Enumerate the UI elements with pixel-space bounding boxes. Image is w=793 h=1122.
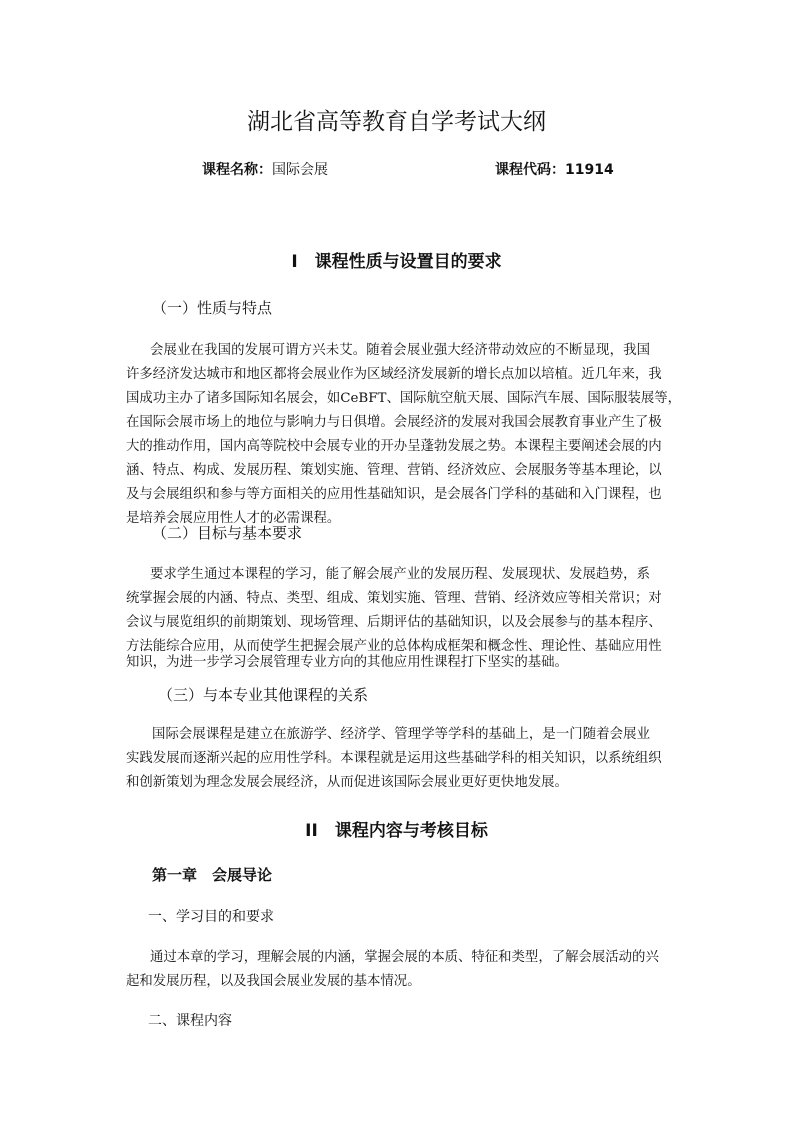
paragraph-line: 和创新策划为理念发展会展经济，从而促进该国际会展业更好更快地发展。: [126, 775, 568, 790]
subsection-heading: （二）目标与基本要求: [152, 524, 303, 542]
subsection-heading: （一）性质与特点: [152, 299, 273, 317]
paragraph-line: 起和发展历程，以及我国会展业发展的基本情况。: [126, 974, 421, 989]
paragraph-line: 在国际会展市场上的地位与影响力与日俱增。会展经济的发展对我国会展教育事业产生了极: [126, 415, 662, 430]
course-name-label: 课程名称：: [202, 162, 272, 178]
paragraph-line: 知识，为进一步学习会展管理专业方向的其他应用性课程打下坚实的基础。: [126, 655, 568, 670]
subsection-heading: 二、课程内容: [148, 1013, 232, 1029]
paragraph-line: 实践发展而逐渐兴起的应用性学科。本课程就是运用这些基础学科的相关知识，以系统组织: [126, 751, 662, 766]
subsection-heading: 一、学习目的和要求: [148, 909, 274, 925]
paragraph-line: 国成功主办了诸多国际知名展会，如CeBFT、国际航空航天展、国际汽车展、国际服装展等，: [126, 391, 682, 406]
paragraph-line: 国际会展课程是建立在旅游学、经济学、管理学等学科的基础上，是一门随着会展业: [152, 727, 650, 742]
paragraph-line: 通过本章的学习，理解会展的内涵，掌握会展的本质、特征和类型，了解会展活动的兴: [150, 950, 659, 965]
paragraph-line: 统掌握会展的内涵、特点、类型、组成、策划实施、管理、营销、经济效应等相关常识；对: [126, 591, 662, 606]
paragraph-line: 及与会展组织和参与等方面相关的应用性基础知识，是会展各门学科的基础和入门课程，也: [126, 487, 662, 502]
paragraph-line: 涵、特点、构成、发展历程、策划实施、管理、营销、经济效应、会展服务等基本理论，以: [126, 463, 662, 478]
course-code: [495, 159, 614, 179]
paragraph-line: 许多经济发达城市和地区都将会展业作为区域经济发展新的增长点加以培植。近几年来，我: [126, 367, 662, 382]
paragraph-line: 要求学生通过本课程的学习，能了解会展产业的发展历程、发展现状、发展趋势，系: [150, 567, 650, 582]
paragraph-line: 大的推动作用，国内高等院校中会展专业的开办呈蓬勃发展之势。本课程主要阐述会展的内: [126, 439, 662, 454]
paragraph-line: 会议与展览组织的前期策划、现场管理、后期评估的基础知识，以及会展参与的基本程序、: [126, 615, 662, 630]
course-code-value: 11914: [565, 162, 614, 178]
course-code-label: 课程代码：: [495, 162, 565, 178]
paragraph-line: 方法能综合应用，从而使学生把握会展产业的总体构成框架和概念性、理论性、基础应用性: [126, 639, 662, 654]
paragraph-line: 是培养会展应用性人才的必需课程。: [126, 511, 341, 526]
course-name-value: 国际会展: [272, 162, 328, 178]
paragraph-line: 会展业在我国的发展可谓方兴未艾。随着会展业强大经济带动效应的不断显现，我国: [150, 343, 650, 358]
course-name: [202, 159, 328, 179]
section-heading-2: II 课程内容与考核目标: [305, 821, 488, 841]
chapter-heading: 第一章 会展导论: [152, 866, 273, 884]
subsection-heading: （三）与本专业其他课程的关系: [158, 686, 369, 704]
section-heading-1: I 课程性质与设置目的要求: [291, 252, 502, 272]
document-title: 湖北省高等教育自学考试大纲: [247, 109, 546, 135]
